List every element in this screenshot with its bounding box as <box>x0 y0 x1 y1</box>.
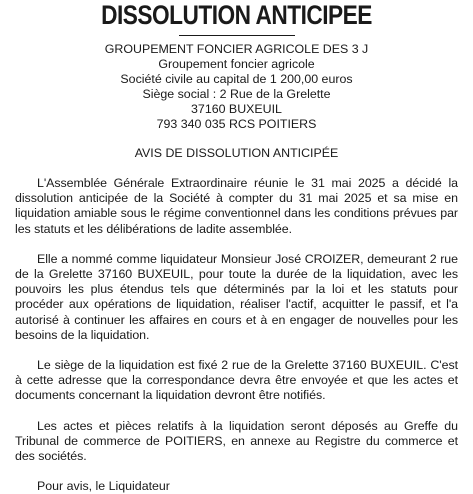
company-rcs: 793 340 035 RCS POITIERS <box>156 117 317 131</box>
signature: Pour avis, le Liquidateur <box>37 479 170 494</box>
company-seat: Siège social : 2 Rue de la Grelette <box>142 87 331 101</box>
notice-subtitle: AVIS DE DISSOLUTION ANTICIPÉE <box>134 146 339 160</box>
paragraph-dissolution: L'Assemblée Générale Extraordinaire réunie le 31 mai 2025 a décidé la dissolution anticipée de la Société à compter du 31 mai 2025 et sa mise en liquidation amiable sous le régime conventionnel dans les conditions prévues par les statuts et les délibérations de ladite assemblée. <box>15 176 458 236</box>
company-name: GROUPEMENT FONCIER AGRICOLE DES 3 J <box>104 42 369 56</box>
title-divider <box>179 35 295 36</box>
company-type: Groupement foncier agricole <box>158 57 315 71</box>
company-postal: 37160 BUXEUIL <box>191 102 282 116</box>
company-capital: Société civile au capital de 1 200,00 euros <box>120 72 353 86</box>
notice-title: DISSOLUTION ANTICIPEE <box>101 0 372 30</box>
paragraph-filing: Les actes et pièces relatifs à la liquidation seront déposés au Greffe du Tribunal de commerce de POITIERS, en annexe au Registre du commerce et des sociétés. <box>15 418 458 464</box>
company-header <box>15 42 458 132</box>
paragraph-liquidator: Elle a nommé comme liquidateur Monsieur José CROIZER, demeurant 2 rue de la Grelette 37160 BUXEUIL, pour toute la durée de la liquidation, avec les pouvoirs les plus étendus tels que déterminés par la loi et les statuts pour procéder aux opérations de liquidation, réaliser l'actif, acquitter le passif, et l'a autorisé à continuer les affaires en cours et à en engager de nouvelles pour les besoins de la liquidation. <box>15 251 458 342</box>
paragraph-seat: Le siège de la liquidation est fixé 2 rue de la Grelette 37160 BUXEUIL. C'est à cette adresse que la correspondance devra être envoyée et que les actes et documents concernant la liquidation devront être notifiés. <box>15 358 458 403</box>
